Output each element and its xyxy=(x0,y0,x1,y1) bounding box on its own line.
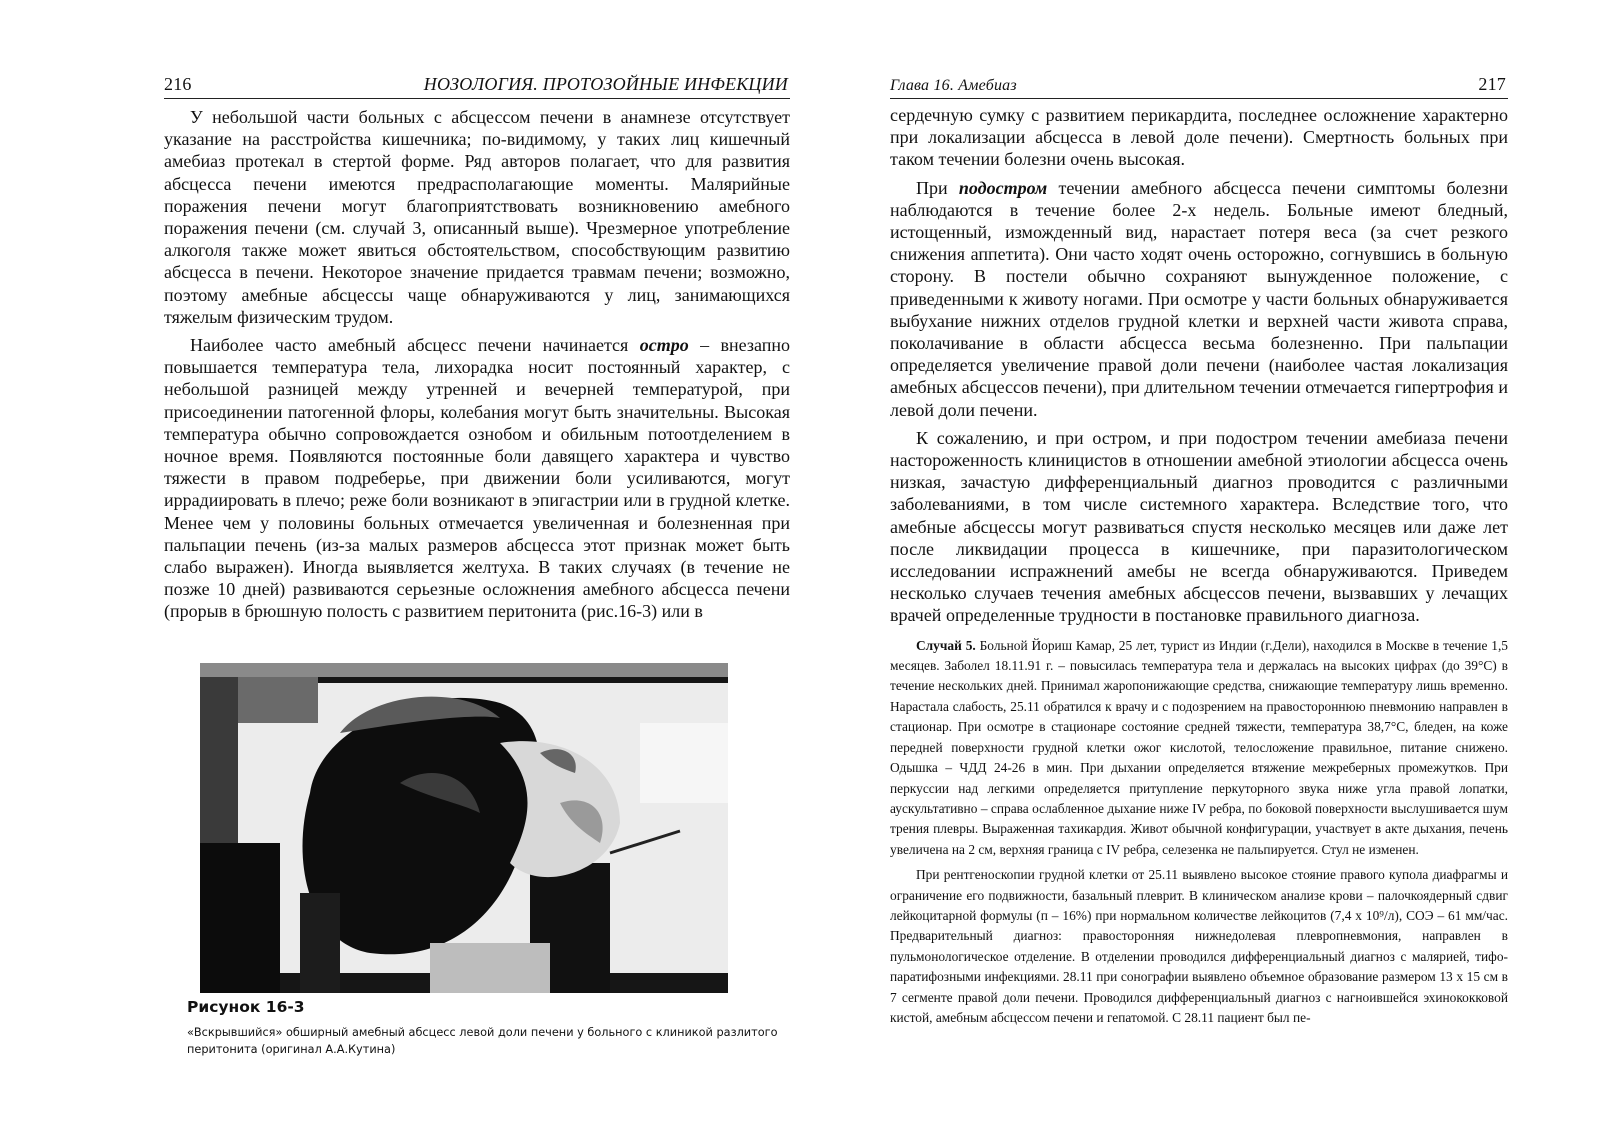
running-head xyxy=(890,70,1508,99)
running-title: НОЗОЛОГИЯ. ПРОТОЗОЙНЫЕ ИНФЕКЦИИ xyxy=(423,74,788,94)
page-number: 216 xyxy=(164,74,192,94)
running-title: Глава 16. Амебиаз xyxy=(890,77,1017,94)
figure-title: Рисунок 16-3 xyxy=(187,998,305,1016)
figure-photo xyxy=(200,663,728,993)
running-head xyxy=(164,70,790,99)
case-label: Случай 5. xyxy=(916,637,976,653)
case-study xyxy=(890,636,1508,1029)
paragraph: У небольшой части больных с абсцессом печени в анамнезе отсутствует указание на расстройства кишечника; по-видимому, у таких лиц кишечный амебиаз протекал в стертой форме. Ряд авторов полагает, что для развития абсцесса печени имеются предрасполагающие моменты. Малярийные поражения печени могут благоприятствовать возникновению амебного поражения печени (см. случай 3, описанный выше). Чрезмерное употребление алкоголя также может явиться обстоятельством, способствующим развитию абсцесса в печени. Некоторое значение придается травмам печени; возможно, поэтому амебные абсцессы чаще обнаруживаются у лиц, занимающихся тяжелым физическим трудом. xyxy=(164,107,790,327)
paragraph: При подостром течении амебного абсцесса печени симптомы болезни наблюдаются в течение более 2-х недель. Больные имеют бледный, истощенный, изможденный вид, нарастает потеря веса (за счет резкого снижения аппетита). Они часто ходят очень осторожно, согнувшись в больную сторону. В постели обычно сохраняют вынужденное положение, с приведенными к животу ногами. При осмотре у части больных обнаруживается выбухание нижних отделов грудной клетки и верхней части живота справа, поколачивание в области абсцесса весьма болезненно. При пальпации определяется увеличение правой доли печени (наиболее частая локализация амебных абсцессов печени), при длительном течении отмечается гипертрофия и левой доли печени. xyxy=(890,177,1508,420)
paragraph: сердечную сумку с развитием перикардита, последнее осложнение характерно при локализации абсцесса в левой доле печени). Смертность больных при таком течении болезни очень высокая. xyxy=(890,105,1508,170)
case-paragraph: Случай 5. Больной Йориш Камар, 25 лет, турист из Индии (г.Дели), находился в Москве в течение 1,5 месяцев. Заболел 18.11.91 г. – повысилась температура тела и держалась на высоких цифрах (до 39°С) в течение нескольких дней. Принимал жаропонижающие средства, снижающие температуру лишь временно. Нарастала слабость, 25.11 обратился к врачу и с подозрением на правостороннюю пневмонию направлен в стационар. При осмотре в стационаре состояние средней тяжести, температура 38,7°С, бледен, на коже передней поверхности грудной клетки ожог кислотой, телосложение правильное, питание снижено. Одышка – ЧДД 24-26 в мин. При дыхании определяется втяжение межреберных промежутков. При перкуссии над легкими определяется притупление перкуторного звука ниже угла правой лопатки, аускультативно – справа ослабленное дыхание ниже IV ребра, по боковой поверхности выслушивается шум трения плевры. Выраженная тахикардия. Живот обычной конфигурации, участвует в акте дыхания, печень увеличена на 2 см, верхняя граница с IV ребра, селезенка не пальпируется. Стул не изменен. xyxy=(890,637,1509,857)
case-paragraph: При рентгеноскопии грудной клетки от 25.11 выявлено высокое стояние правого купола диафрагмы и ограничение его подвижности, базальный плеврит. В клиническом анализе крови – палочкоядерный сдвиг лейкоцитарной формулы (п – 16%) при нормальном количестве лейкоцитов (7,4 х 10⁹/л), СОЭ – 61 мм/час. Предварительный диагноз: правосторонняя нижнедолевая плевропневмония, направлен в пульмонологическое отделение. В отделении проводился дифференциальный диагноз с малярией, тифо-паратифозными инфекциями. 28.11 при сонографии выявлено объемное образование размером 13 х 15 см в 7 сегменте правой доли печени. Проводился дифференциальный диагноз с нагноившейся эхинококковой кистой, амебным абсцессом печени и гепатомой. С 28.11 пациент был пе- xyxy=(890,867,1508,1025)
paragraph: Наиболее часто амебный абсцесс печени начинается остро – внезапно повышается температура тела, лихорадка носит постоянный характер, с небольшой разницей между утренней и вечерней температурой, при присоединении патогенной флоры, колебания могут быть значительны. Высокая температура обычно сопровождается ознобом и обильным потоотделением в ночное время. Появляются постоянные боли давящего характера и чувство тяжести в правом подреберье, при движении боли усиливаются, могут иррадиировать в плечо; реже боли возникают в эпигастрии или в грудной клетке. Менее чем у половины больных отмечается увеличенная и болезненная при пальпации печень (из-за малых размеров абсцесса этот признак может быть слабо выражен). Иногда выявляется желтуха. В таких случаях (в течение не позже 10 дней) развиваются серьезные осложнения амебного абсцесса печени (прорыв в брюшную полость с развитием перитонита (рис.16-3) или в xyxy=(164,335,790,622)
right-page xyxy=(890,70,1508,1028)
left-page xyxy=(164,70,790,623)
figure-caption-text: «Вскрывшийся» обширный амебный абсцесс левой доли печени у больного с клиникой разлитого перитонита (оригинал А.А.Кутина) xyxy=(187,1026,778,1056)
figure-caption xyxy=(187,998,787,1058)
left-body-text xyxy=(164,106,790,623)
paragraph: К сожалению, и при остром, и при подостром течении амебиаза печени настороженность клиницистов в отношении амебной этиологии абсцесса очень низкая, зачастую дифференциальный диагноз проводится с различными заболеваниями, в том числе системного характера. Вследствие того, что амебные абсцессы могут развиваться спустя несколько месяцев или даже лет после ликвидации процесса в кишечнике, при паразитологическом исследовании испражнений амебы не всегда обнаруживаются. Приведем несколько случаев течения амебных абсцессов печени, вызвавших у лечащих врачей определенные трудности в постановке правильного диагноза. xyxy=(890,427,1508,626)
emphasis: подостром xyxy=(958,177,1048,198)
page-number: 217 xyxy=(1478,74,1506,94)
emphasis: остро xyxy=(639,335,689,356)
right-body-text xyxy=(890,104,1508,627)
